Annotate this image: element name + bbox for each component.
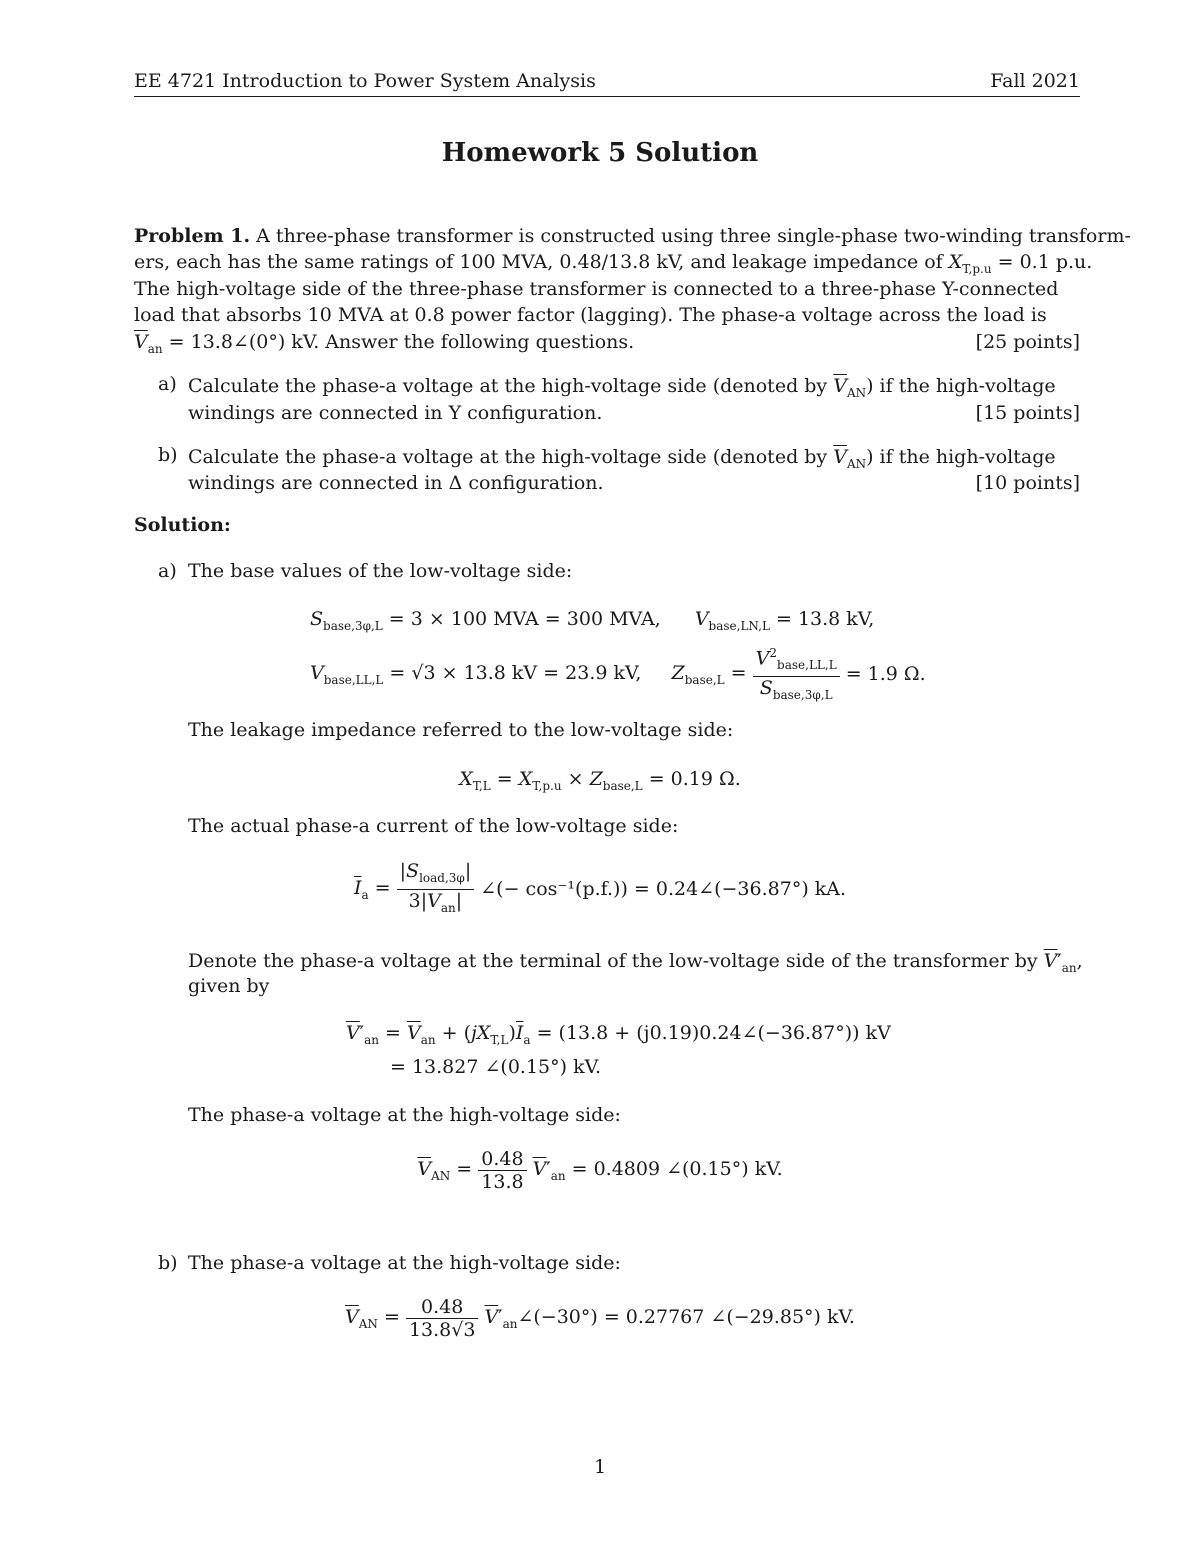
- page-number: 1: [593, 1456, 607, 1478]
- solution-text-2: The leakage impedance referred to the low-voltage side:: [188, 719, 734, 741]
- problem-text-2: ers, each has the same ratings of 100 MVA, 0.48/13.8 kV, and leakage impedance of: [134, 251, 949, 273]
- current-fraction: $\frac{|S_{load,3\varphi}|}{3|\overline{V}_{an}|}$: [397, 860, 475, 919]
- part-a-label: a): [158, 373, 177, 395]
- problem-text-1: A three-phase transformer is constructed using three single-phase two-winding transform-: [256, 225, 1131, 247]
- solution-text-6: The phase-a voltage at the high-voltage side:: [188, 1252, 621, 1274]
- part-b-line-1: Calculate the phase-a voltage at the high-voltage side (denoted by $\overline{V}_{AN}$) if the high-voltage: [188, 446, 1056, 471]
- part-b-points: [10 points]: [975, 472, 1080, 494]
- solution-heading: Solution:: [134, 514, 231, 536]
- term-header: Fall 2021: [990, 70, 1080, 92]
- course-header: EE 4721 Introduction to Power System Analysis: [134, 70, 596, 92]
- equation-5: $\overline{V}'_{an} = \overline{V}_{an} + (jX_{T,L})\overline{I}_a = (13.8$ + (j0.19)0.24∠(−36.87°)) kV: [346, 1022, 891, 1047]
- ratio-fraction-a: $\frac{0.48}{13.8}$: [478, 1148, 526, 1193]
- problem-line-5: $\overline{V}_{an}$ = 13.8∠(0°) kV. Answer the following questions. [25 points]: [134, 331, 1080, 356]
- problem-label: Problem 1.: [134, 225, 251, 247]
- equation-2: $V_{base,LL,L} = √3 \times 13.8$ kV = 23.9 kV, $Z_{base,L}$ = $\frac{V^2_{base,LL,L}}{S_{base,3\varphi,L}}$ = 1.9 Ω.: [310, 642, 926, 706]
- part-a-points: [15 points]: [975, 402, 1080, 424]
- problem-text-2b: = 0.1 p.u.: [991, 251, 1093, 273]
- problem-text-4: load that absorbs 10 MVA at 0.8 power factor (lagging). The phase-a voltage across the load is: [134, 304, 1047, 326]
- equation-7: $\overline{V}_{AN}$ = $\frac{0.48}{13.8}$ $\overline{V}'_{an} = 0.4809$ ∠(0.15°) kV.: [417, 1148, 783, 1193]
- part-a-text-1b: ) if the high-voltage: [866, 375, 1056, 397]
- problem-line-1: [134, 223, 1131, 250]
- part-a-line-1: Calculate the phase-a voltage at the high-voltage side (denoted by $\overline{V}_{AN}$) if the high-voltage: [188, 375, 1056, 400]
- problem-line-4: [134, 302, 1080, 329]
- solution-line-4: Denote the phase-a voltage at the terminal of the low-voltage side of the transformer by $\overline{V}'_{an}$,: [188, 950, 1083, 975]
- part-a-text-1: Calculate the phase-a voltage at the high-voltage side (denoted by: [188, 375, 834, 397]
- ratio-fraction-b: $\frac{0.48}{13.8√3}$: [406, 1296, 479, 1341]
- header-rule: [134, 96, 1080, 97]
- van-symbol: $\overline{V}$: [134, 331, 148, 353]
- solution-text-3: The actual phase-a current of the low-voltage side:: [188, 815, 679, 837]
- problem-line-3: [134, 276, 1080, 303]
- equation-3: $X_{T,L} = X_{T,p.u} \times Z_{base,L} = 0.19$ Ω.: [459, 768, 741, 793]
- solution-text-5: The phase-a voltage at the high-voltage side:: [188, 1104, 621, 1126]
- solution-text-4b: given by: [188, 975, 270, 997]
- page-title: Homework 5 Solution: [441, 138, 759, 168]
- part-b-line-2: [188, 470, 1080, 497]
- equation-1: $S_{base,3\varphi,L} = 3 \times 100$ MVA = 300 MVA, $V_{base,LN,L} = 13.8$ kV,: [310, 608, 875, 633]
- problem-text-5: = 13.8∠(0°) kV. Answer the following questions.: [162, 331, 635, 353]
- xtpu-symbol: $X_{T,p.u}$: [948, 251, 992, 276]
- z-base-fraction: $\frac{V^2_{base,LL,L}}{S_{base,3\varphi,L}}$: [753, 642, 840, 706]
- part-b-text-2: windings are connected in Δ configuration.: [188, 472, 604, 494]
- part-b-label: b): [158, 444, 178, 466]
- equation-6: = 13.827 ∠(0.15°) kV.: [390, 1056, 602, 1078]
- equation-8: $\overline{V}_{AN}$ = $\frac{0.48}{13.8√3}$ $\overline{V}'_{an}\angle(-30^\circ) = 0.27767$ ∠(−29.85°) kV.: [345, 1296, 855, 1341]
- part-a-line-2: [188, 400, 1080, 427]
- solution-a-label: a): [158, 560, 177, 582]
- solution-text-1: The base values of the low-voltage side:: [188, 560, 573, 582]
- part-a-text-2: windings are connected in Y configuration.: [188, 402, 603, 424]
- equation-4: $\overline{I}_a$ = $\frac{|S_{load,3\varphi}|}{3|\overline{V}_{an}|}$ ∠(− cos⁻¹(p.f.)) = 0.24∠(−36.87°) kA.: [0, 860, 1200, 919]
- solution-b-label: b): [158, 1252, 178, 1274]
- problem-text-3: The high-voltage side of the three-phase transformer is connected to a three-phase Y-connected: [134, 278, 1059, 300]
- part-b-text-1b: ) if the high-voltage: [866, 446, 1056, 468]
- part-b-text-1: Calculate the phase-a voltage at the high-voltage side (denoted by: [188, 446, 834, 468]
- problem-points: [25 points]: [975, 331, 1080, 353]
